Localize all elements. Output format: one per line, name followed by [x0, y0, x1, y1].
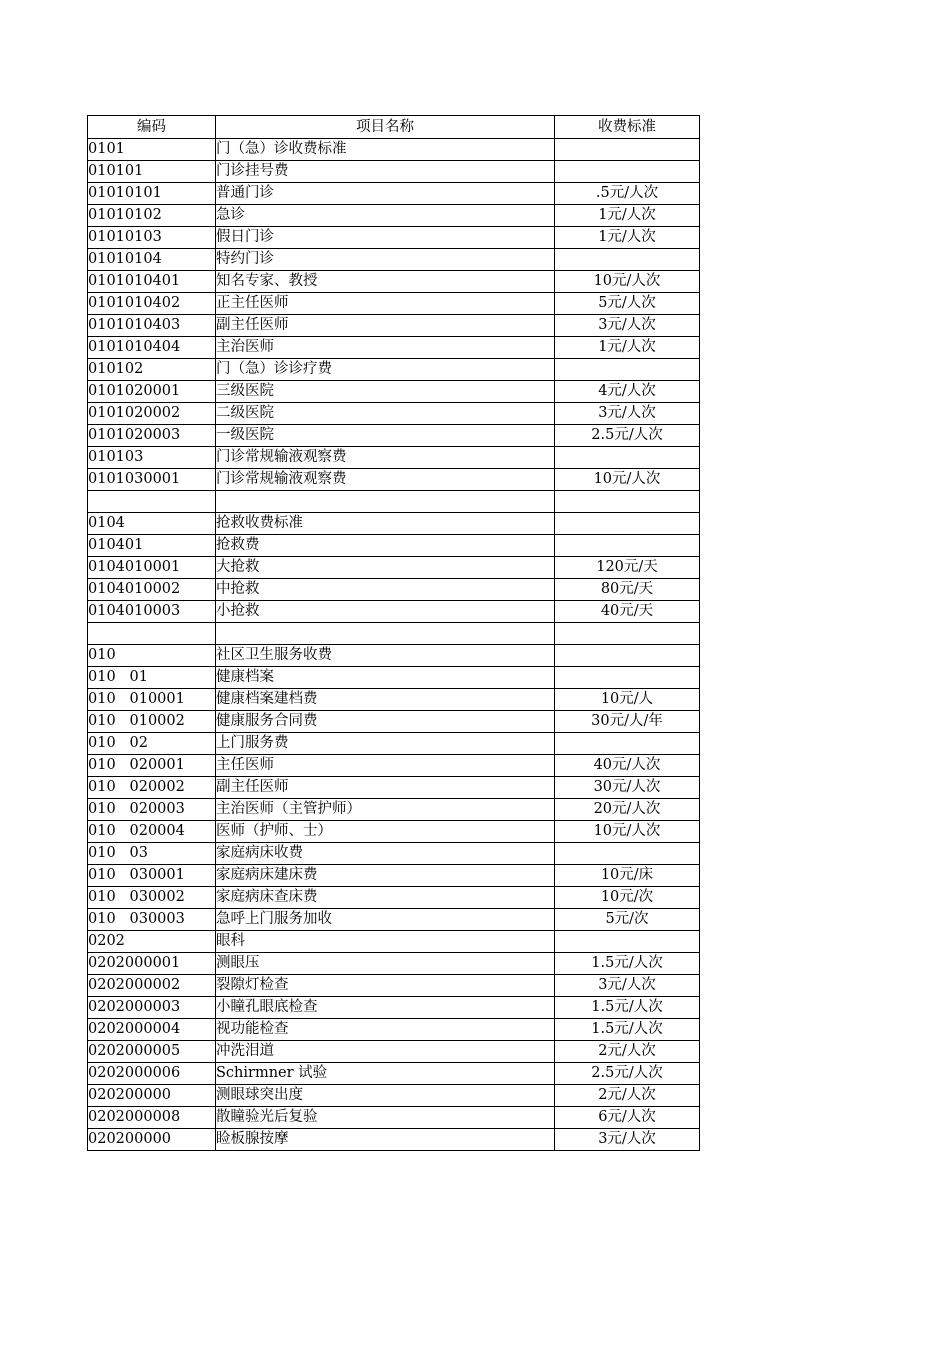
- name-cell: 健康档案: [216, 667, 555, 689]
- code-cell: 0104010001: [88, 557, 216, 579]
- name-cell: 测眼压: [216, 953, 555, 975]
- code-cell: 010102: [88, 359, 216, 381]
- table-row: [88, 161, 700, 183]
- code-cell: 0202000002: [88, 975, 216, 997]
- table-row: [88, 359, 700, 381]
- code-cell: 01010103: [88, 227, 216, 249]
- fee-cell: 120元/天: [555, 557, 700, 579]
- fee-cell: 6元/人次: [555, 1107, 700, 1129]
- fee-cell: 40元/天: [555, 601, 700, 623]
- code-cell: 010103: [88, 447, 216, 469]
- name-cell: 家庭病床收费: [216, 843, 555, 865]
- table-row: [88, 1019, 700, 1041]
- code-cell: 0101020001: [88, 381, 216, 403]
- table-row: [88, 513, 700, 535]
- table-row: [88, 1085, 700, 1107]
- name-cell: 冲洗泪道: [216, 1041, 555, 1063]
- code-cell: 0202000005: [88, 1041, 216, 1063]
- name-cell: 中抢救: [216, 579, 555, 601]
- fee-cell: 30元/人/年: [555, 711, 700, 733]
- code-cell: 010401: [88, 535, 216, 557]
- fee-cell: .5元/人次: [555, 183, 700, 205]
- code-cell: 01010102: [88, 205, 216, 227]
- table-row: [88, 249, 700, 271]
- name-cell: 上门服务费: [216, 733, 555, 755]
- fee-cell: 5元/人次: [555, 293, 700, 315]
- table-row: [88, 557, 700, 579]
- table-row: [88, 425, 700, 447]
- code-cell: 010 020002: [88, 777, 216, 799]
- name-cell: 裂隙灯检查: [216, 975, 555, 997]
- code-cell: 0101010401: [88, 271, 216, 293]
- table-row: [88, 183, 700, 205]
- code-cell: 010 010001: [88, 689, 216, 711]
- name-cell: 家庭病床查床费: [216, 887, 555, 909]
- name-cell: 门诊挂号费: [216, 161, 555, 183]
- name-cell: 正主任医师: [216, 293, 555, 315]
- code-cell: 0101020003: [88, 425, 216, 447]
- fee-cell: 20元/人次: [555, 799, 700, 821]
- name-cell: 散瞳验光后复验: [216, 1107, 555, 1129]
- table-row: [88, 711, 700, 733]
- fee-cell: 1.5元/人次: [555, 997, 700, 1019]
- fee-cell: [555, 733, 700, 755]
- code-cell: 0202000004: [88, 1019, 216, 1041]
- name-cell: 急诊: [216, 205, 555, 227]
- table-row: [88, 337, 700, 359]
- code-cell: 0202000006: [88, 1063, 216, 1085]
- table-row: [88, 491, 700, 513]
- code-cell: 010 020003: [88, 799, 216, 821]
- code-cell: 0202000003: [88, 997, 216, 1019]
- fee-cell: 2.5元/人次: [555, 425, 700, 447]
- fee-cell: 10元/人次: [555, 821, 700, 843]
- table-body: [88, 139, 700, 1151]
- table-row: [88, 403, 700, 425]
- name-cell: 副主任医师: [216, 777, 555, 799]
- code-cell: 0101030001: [88, 469, 216, 491]
- name-cell: 特约门诊: [216, 249, 555, 271]
- table-row: [88, 645, 700, 667]
- table-row: [88, 953, 700, 975]
- table-row: [88, 381, 700, 403]
- fee-cell: [555, 161, 700, 183]
- table-row: [88, 865, 700, 887]
- table-row: [88, 579, 700, 601]
- name-cell: 知名专家、教授: [216, 271, 555, 293]
- fee-cell: 40元/人次: [555, 755, 700, 777]
- table-row: [88, 293, 700, 315]
- name-cell: 急呼上门服务加收: [216, 909, 555, 931]
- code-cell: 010101: [88, 161, 216, 183]
- name-cell: 主任医师: [216, 755, 555, 777]
- fee-cell: 1.5元/人次: [555, 1019, 700, 1041]
- code-cell: 01010101: [88, 183, 216, 205]
- table-row: [88, 689, 700, 711]
- table-row: [88, 777, 700, 799]
- fee-cell: 10元/人次: [555, 271, 700, 293]
- fee-cell: 1.5元/人次: [555, 953, 700, 975]
- fee-cell: 80元/天: [555, 579, 700, 601]
- name-cell: 门诊常规输液观察费: [216, 469, 555, 491]
- table-row: [88, 469, 700, 491]
- fee-cell: 2.5元/人次: [555, 1063, 700, 1085]
- code-cell: 020200000: [88, 1085, 216, 1107]
- fee-cell: 3元/人次: [555, 315, 700, 337]
- name-cell: 抢救费: [216, 535, 555, 557]
- name-cell: 主治医师: [216, 337, 555, 359]
- table-row: [88, 535, 700, 557]
- name-cell: 一级医院: [216, 425, 555, 447]
- name-cell: [216, 623, 555, 645]
- fee-cell: 3元/人次: [555, 403, 700, 425]
- code-cell: 0202000001: [88, 953, 216, 975]
- fee-cell: 10元/床: [555, 865, 700, 887]
- fee-cell: 2元/人次: [555, 1085, 700, 1107]
- table-row: [88, 931, 700, 953]
- table-row: [88, 755, 700, 777]
- table-row: [88, 997, 700, 1019]
- fee-cell: 1元/人次: [555, 205, 700, 227]
- table-row: [88, 799, 700, 821]
- code-cell: 010 030002: [88, 887, 216, 909]
- table-row: [88, 623, 700, 645]
- code-cell: 010 020004: [88, 821, 216, 843]
- code-cell: 010 010002: [88, 711, 216, 733]
- header-code: 编码: [88, 116, 216, 139]
- code-cell: 010 02: [88, 733, 216, 755]
- code-cell: 010 03: [88, 843, 216, 865]
- fee-cell: [555, 843, 700, 865]
- name-cell: 抢救收费标准: [216, 513, 555, 535]
- code-cell: 0101010403: [88, 315, 216, 337]
- name-cell: 三级医院: [216, 381, 555, 403]
- name-cell: 健康服务合同费: [216, 711, 555, 733]
- table-row: [88, 601, 700, 623]
- name-cell: 主治医师（主管护师）: [216, 799, 555, 821]
- code-cell: 0202000008: [88, 1107, 216, 1129]
- name-cell: 门诊常规输液观察费: [216, 447, 555, 469]
- fee-cell: [555, 535, 700, 557]
- name-cell: 二级医院: [216, 403, 555, 425]
- code-cell: 0101020002: [88, 403, 216, 425]
- fee-cell: [555, 667, 700, 689]
- fee-cell: 1元/人次: [555, 227, 700, 249]
- table-row: [88, 667, 700, 689]
- name-cell: 假日门诊: [216, 227, 555, 249]
- code-cell: 020200000: [88, 1129, 216, 1151]
- fee-cell: 2元/人次: [555, 1041, 700, 1063]
- code-cell: 010: [88, 645, 216, 667]
- table-row: [88, 1063, 700, 1085]
- name-cell: 小瞳孔眼底检查: [216, 997, 555, 1019]
- fee-cell: 4元/人次: [555, 381, 700, 403]
- fee-schedule-table: [87, 115, 700, 1151]
- fee-cell: 10元/次: [555, 887, 700, 909]
- name-cell: 门（急）诊收费标准: [216, 139, 555, 161]
- name-cell: 睑板腺按摩: [216, 1129, 555, 1151]
- code-cell: 010 030003: [88, 909, 216, 931]
- table-row: [88, 733, 700, 755]
- name-cell: 大抢救: [216, 557, 555, 579]
- code-cell: 010 020001: [88, 755, 216, 777]
- fee-cell: [555, 513, 700, 535]
- fee-cell: 30元/人次: [555, 777, 700, 799]
- table-row: [88, 139, 700, 161]
- name-cell: Schirmner 试验: [216, 1063, 555, 1085]
- table-row: [88, 821, 700, 843]
- table-row: [88, 887, 700, 909]
- fee-cell: [555, 931, 700, 953]
- name-cell: 眼科: [216, 931, 555, 953]
- table-row: [88, 975, 700, 997]
- code-cell: [88, 491, 216, 513]
- code-cell: 0104010003: [88, 601, 216, 623]
- table-row: [88, 843, 700, 865]
- code-cell: 0101010402: [88, 293, 216, 315]
- fee-cell: 10元/人次: [555, 469, 700, 491]
- name-cell: 测眼球突出度: [216, 1085, 555, 1107]
- code-cell: 0101: [88, 139, 216, 161]
- table-row: [88, 315, 700, 337]
- table-row: [88, 1041, 700, 1063]
- table-row: [88, 271, 700, 293]
- code-cell: [88, 623, 216, 645]
- fee-cell: [555, 623, 700, 645]
- table-row: [88, 909, 700, 931]
- code-cell: 0202: [88, 931, 216, 953]
- name-cell: [216, 491, 555, 513]
- fee-cell: [555, 447, 700, 469]
- name-cell: 视功能检查: [216, 1019, 555, 1041]
- fee-cell: [555, 645, 700, 667]
- code-cell: 0101010404: [88, 337, 216, 359]
- fee-cell: [555, 139, 700, 161]
- table-row: [88, 447, 700, 469]
- code-cell: 0104010002: [88, 579, 216, 601]
- header-name: 项目名称: [216, 116, 555, 139]
- name-cell: 门（急）诊诊疗费: [216, 359, 555, 381]
- fee-cell: 10元/人: [555, 689, 700, 711]
- fee-cell: 5元/次: [555, 909, 700, 931]
- fee-cell: [555, 359, 700, 381]
- name-cell: 健康档案建档费: [216, 689, 555, 711]
- name-cell: 社区卫生服务收费: [216, 645, 555, 667]
- table-header-row: [88, 116, 700, 139]
- code-cell: 010 01: [88, 667, 216, 689]
- fee-cell: [555, 249, 700, 271]
- header-fee: 收费标准: [555, 116, 700, 139]
- table-row: [88, 227, 700, 249]
- table-row: [88, 1107, 700, 1129]
- code-cell: 010 030001: [88, 865, 216, 887]
- fee-cell: [555, 491, 700, 513]
- table-row: [88, 1129, 700, 1151]
- fee-cell: 1元/人次: [555, 337, 700, 359]
- name-cell: 家庭病床建床费: [216, 865, 555, 887]
- name-cell: 普通门诊: [216, 183, 555, 205]
- fee-cell: 3元/人次: [555, 1129, 700, 1151]
- name-cell: 医师（护师、士）: [216, 821, 555, 843]
- name-cell: 小抢救: [216, 601, 555, 623]
- name-cell: 副主任医师: [216, 315, 555, 337]
- fee-cell: 3元/人次: [555, 975, 700, 997]
- code-cell: 0104: [88, 513, 216, 535]
- table-row: [88, 205, 700, 227]
- code-cell: 01010104: [88, 249, 216, 271]
